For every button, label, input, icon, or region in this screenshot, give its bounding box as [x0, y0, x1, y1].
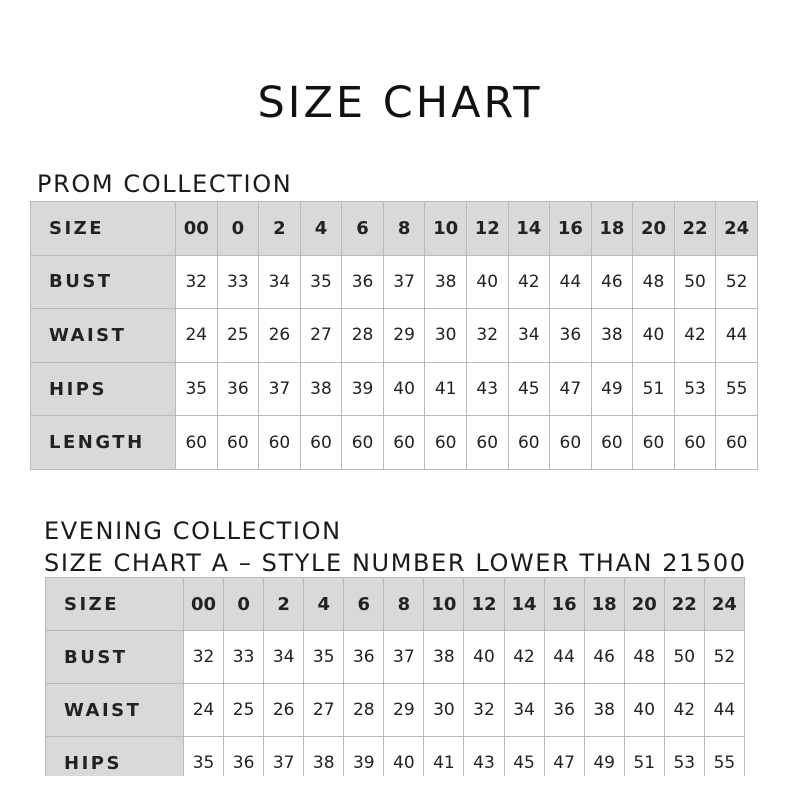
evening-size-table	[45, 577, 745, 790]
measurement-cell: 38	[304, 737, 344, 790]
prom-table-body	[31, 202, 758, 470]
measurement-cell: 40	[633, 309, 675, 363]
size-header-cell: 0	[224, 578, 264, 631]
measurement-cell: 60	[425, 416, 467, 470]
row-label: SIZE	[46, 578, 184, 631]
measurement-cell: 27	[300, 309, 342, 363]
size-header-cell: 20	[633, 202, 675, 256]
measurement-cell: 40	[384, 737, 424, 790]
measurement-cell: 30	[424, 684, 464, 737]
measurement-cell: 47	[550, 362, 592, 416]
measurement-cell: 50	[664, 631, 704, 684]
measurement-cell: 28	[342, 309, 384, 363]
measurement-cell: 43	[464, 737, 504, 790]
evening-chart-a-subheading: SIZE CHART A – STYLE NUMBER LOWER THAN 21500	[44, 549, 747, 577]
measurement-cell: 40	[383, 362, 425, 416]
measurement-cell: 38	[425, 255, 467, 309]
row-label: HIPS	[46, 737, 184, 790]
size-header-cell: 10	[425, 202, 467, 256]
measurement-cell: 42	[674, 309, 716, 363]
size-header-cell: 2	[259, 202, 301, 256]
measurement-cell: 38	[424, 631, 464, 684]
measurement-cell: 32	[466, 309, 508, 363]
measurement-cell: 34	[264, 631, 304, 684]
row-label: WAIST	[46, 684, 184, 737]
measurement-cell: 55	[704, 737, 744, 790]
row-label: SIZE	[31, 202, 176, 256]
table-row	[31, 309, 758, 363]
size-header-cell: 20	[624, 578, 664, 631]
size-header-cell: 00	[184, 578, 224, 631]
measurement-cell: 30	[425, 309, 467, 363]
row-label: BUST	[31, 255, 176, 309]
size-header-cell: 18	[584, 578, 624, 631]
measurement-cell: 37	[384, 631, 424, 684]
measurement-cell: 39	[342, 362, 384, 416]
measurement-cell: 44	[550, 255, 592, 309]
measurement-cell: 38	[300, 362, 342, 416]
measurement-cell: 47	[544, 737, 584, 790]
measurement-cell: 36	[224, 737, 264, 790]
measurement-cell: 44	[716, 309, 758, 363]
measurement-cell: 32	[464, 684, 504, 737]
measurement-cell: 60	[591, 416, 633, 470]
measurement-cell: 36	[217, 362, 259, 416]
measurement-cell: 29	[383, 309, 425, 363]
table-row	[31, 255, 758, 309]
size-header-cell: 18	[591, 202, 633, 256]
measurement-cell: 33	[224, 631, 264, 684]
measurement-cell: 27	[304, 684, 344, 737]
measurement-cell: 48	[633, 255, 675, 309]
measurement-cell: 51	[624, 737, 664, 790]
measurement-cell: 41	[424, 737, 464, 790]
measurement-cell: 45	[504, 737, 544, 790]
measurement-cell: 40	[464, 631, 504, 684]
measurement-cell: 29	[384, 684, 424, 737]
measurement-cell: 53	[664, 737, 704, 790]
size-header-cell: 24	[704, 578, 744, 631]
measurement-cell: 60	[300, 416, 342, 470]
measurement-cell: 60	[508, 416, 550, 470]
measurement-cell: 24	[184, 684, 224, 737]
measurement-cell: 32	[176, 255, 218, 309]
measurement-cell: 37	[264, 737, 304, 790]
prom-collection-heading: PROM COLLECTION	[37, 170, 293, 198]
measurement-cell: 32	[184, 631, 224, 684]
measurement-cell: 42	[664, 684, 704, 737]
measurement-cell: 49	[584, 737, 624, 790]
measurement-cell: 36	[550, 309, 592, 363]
measurement-cell: 52	[704, 631, 744, 684]
measurement-cell: 35	[184, 737, 224, 790]
size-header-cell: 8	[384, 578, 424, 631]
size-header-cell: 8	[383, 202, 425, 256]
evening-collection-heading: EVENING COLLECTION	[44, 517, 342, 545]
measurement-cell: 53	[674, 362, 716, 416]
measurement-cell: 60	[342, 416, 384, 470]
measurement-cell: 35	[300, 255, 342, 309]
measurement-cell: 44	[544, 631, 584, 684]
measurement-cell: 26	[259, 309, 301, 363]
measurement-cell: 36	[344, 631, 384, 684]
measurement-cell: 60	[383, 416, 425, 470]
table-row	[31, 362, 758, 416]
measurement-cell: 25	[217, 309, 259, 363]
measurement-cell: 36	[342, 255, 384, 309]
size-header-cell: 22	[664, 578, 704, 631]
measurement-cell: 51	[633, 362, 675, 416]
size-header-cell: 6	[342, 202, 384, 256]
bottom-crop	[0, 776, 800, 800]
measurement-cell: 60	[466, 416, 508, 470]
measurement-cell: 50	[674, 255, 716, 309]
measurement-cell: 41	[425, 362, 467, 416]
measurement-cell: 55	[716, 362, 758, 416]
size-header-cell: 2	[264, 578, 304, 631]
evening-table-body	[46, 578, 745, 790]
table-row	[46, 631, 745, 684]
measurement-cell: 38	[584, 684, 624, 737]
measurement-cell: 46	[591, 255, 633, 309]
size-header-cell: 6	[344, 578, 384, 631]
size-header-cell: 16	[550, 202, 592, 256]
measurement-cell: 34	[508, 309, 550, 363]
measurement-cell: 37	[259, 362, 301, 416]
table-row	[31, 202, 758, 256]
measurement-cell: 28	[344, 684, 384, 737]
measurement-cell: 60	[176, 416, 218, 470]
size-header-cell: 14	[504, 578, 544, 631]
measurement-cell: 60	[217, 416, 259, 470]
measurement-cell: 24	[176, 309, 218, 363]
row-label: HIPS	[31, 362, 176, 416]
size-header-cell: 16	[544, 578, 584, 631]
measurement-cell: 48	[624, 631, 664, 684]
measurement-cell: 26	[264, 684, 304, 737]
measurement-cell: 60	[674, 416, 716, 470]
size-header-cell: 10	[424, 578, 464, 631]
row-label: WAIST	[31, 309, 176, 363]
measurement-cell: 37	[383, 255, 425, 309]
measurement-cell: 33	[217, 255, 259, 309]
size-header-cell: 24	[716, 202, 758, 256]
measurement-cell: 25	[224, 684, 264, 737]
prom-size-table	[30, 201, 758, 470]
measurement-cell: 60	[633, 416, 675, 470]
measurement-cell: 60	[550, 416, 592, 470]
measurement-cell: 38	[591, 309, 633, 363]
measurement-cell: 36	[544, 684, 584, 737]
size-header-cell: 0	[217, 202, 259, 256]
size-header-cell: 22	[674, 202, 716, 256]
measurement-cell: 43	[466, 362, 508, 416]
measurement-cell: 52	[716, 255, 758, 309]
size-header-cell: 14	[508, 202, 550, 256]
measurement-cell: 60	[259, 416, 301, 470]
table-row	[31, 416, 758, 470]
measurement-cell: 49	[591, 362, 633, 416]
measurement-cell: 44	[704, 684, 744, 737]
measurement-cell: 42	[504, 631, 544, 684]
measurement-cell: 35	[176, 362, 218, 416]
measurement-cell: 46	[584, 631, 624, 684]
measurement-cell: 60	[716, 416, 758, 470]
measurement-cell: 40	[466, 255, 508, 309]
row-label: LENGTH	[31, 416, 176, 470]
size-header-cell: 12	[464, 578, 504, 631]
table-row	[46, 578, 745, 631]
measurement-cell: 45	[508, 362, 550, 416]
page-title: SIZE CHART	[257, 78, 543, 128]
size-header-cell: 4	[300, 202, 342, 256]
measurement-cell: 34	[259, 255, 301, 309]
measurement-cell: 35	[304, 631, 344, 684]
table-row	[46, 684, 745, 737]
measurement-cell: 42	[508, 255, 550, 309]
measurement-cell: 39	[344, 737, 384, 790]
measurement-cell: 34	[504, 684, 544, 737]
measurement-cell: 40	[624, 684, 664, 737]
size-header-cell: 00	[176, 202, 218, 256]
row-label: BUST	[46, 631, 184, 684]
size-header-cell: 4	[304, 578, 344, 631]
size-header-cell: 12	[466, 202, 508, 256]
